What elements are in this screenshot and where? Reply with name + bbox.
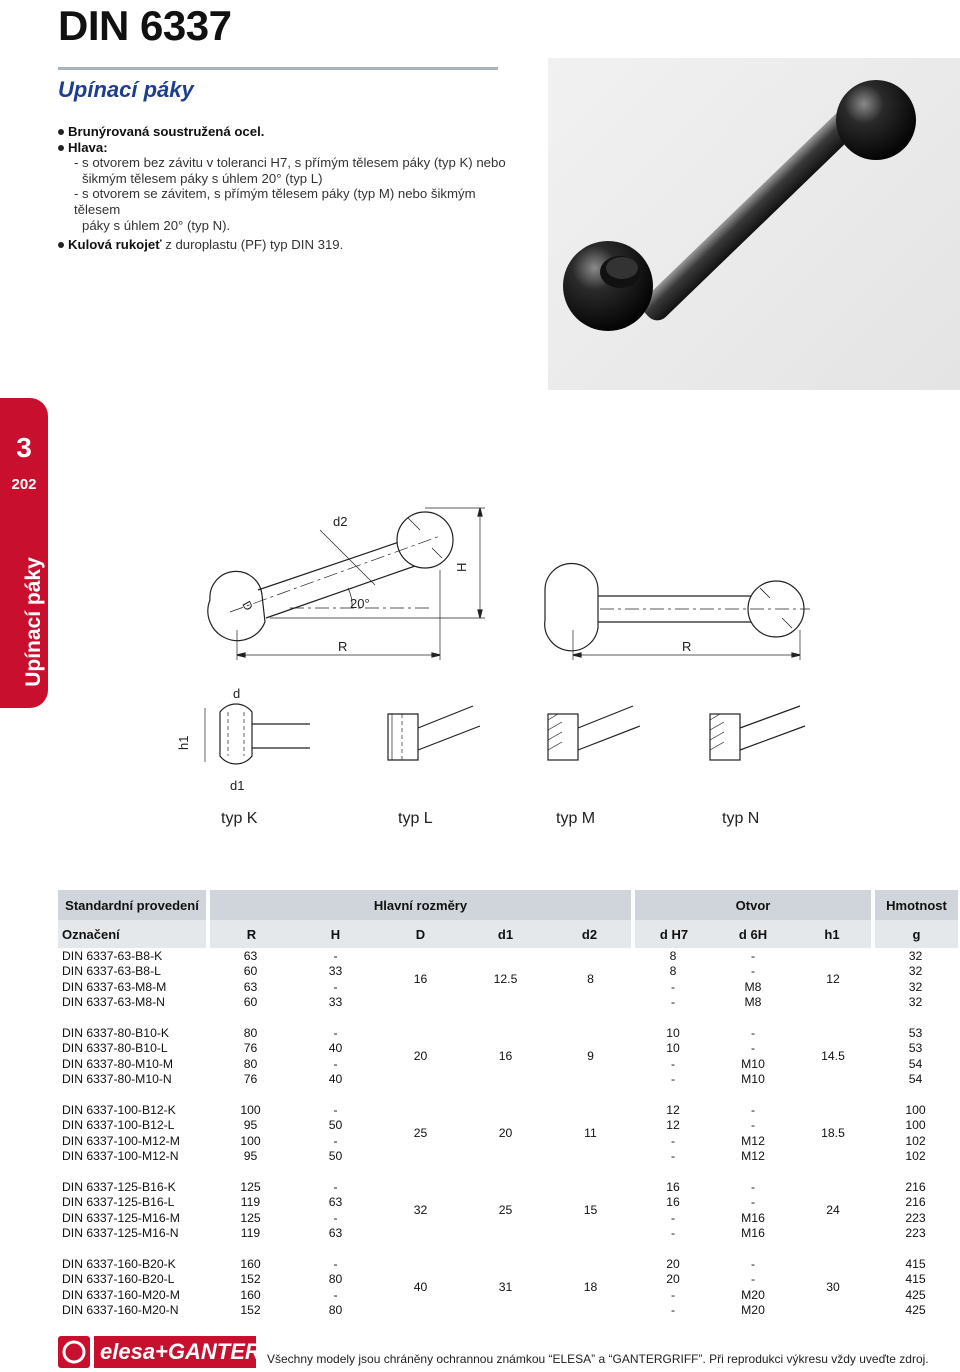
cell-g: 216: [905, 1195, 926, 1210]
cell-d6H: M20: [741, 1287, 765, 1302]
cell-D: 40: [413, 1280, 428, 1294]
label-d1: d1: [230, 778, 245, 793]
cell-h1: 30: [826, 1280, 840, 1294]
cell-g: 53: [908, 1025, 923, 1040]
cell-d1: 20: [498, 1126, 513, 1140]
label-D: D: [239, 598, 256, 614]
cell-d1: 12.5: [493, 972, 518, 986]
cell-g: 32: [908, 948, 923, 963]
cell-R: 60: [243, 995, 258, 1010]
cell-H: -: [333, 1102, 338, 1117]
cell-code: DIN 6337-125-M16-N: [62, 1226, 179, 1241]
footer-notice: Všechny modely jsou chráněny ochrannou známkou “ELESA” a “GANTERGRIFF”. Při reprodukci výkresu vždy uveďte zdroj.: [267, 1352, 929, 1366]
cell-d2: 8: [587, 972, 594, 986]
label-angle: 20°: [350, 596, 370, 611]
type-label-k: typ K: [221, 810, 258, 827]
col-header-D: D: [378, 920, 463, 948]
cell-R: 63: [243, 979, 258, 994]
cell-dH7: -: [670, 1133, 676, 1148]
table-row: [58, 1256, 958, 1272]
desc-line: šikmým tělesem páky s úhlem 20° (typ L): [82, 170, 323, 186]
cell-dH7: -: [670, 1072, 676, 1087]
cell-H: -: [333, 1056, 338, 1071]
cell-dH7: -: [670, 1056, 676, 1071]
cell-dH7: -: [670, 1226, 676, 1241]
cell-d6H: M8: [744, 995, 762, 1010]
cell-R: 76: [243, 1041, 258, 1056]
type-label-n: typ N: [722, 810, 760, 827]
cell-g: 102: [905, 1149, 926, 1164]
cell-code: DIN 6337-80-B10-L: [62, 1041, 168, 1056]
cell-R: 119: [240, 1195, 261, 1210]
cell-D: 20: [413, 1049, 428, 1063]
bullet-icon: [58, 129, 64, 135]
type-label-m: typ M: [556, 810, 596, 827]
cell-d6H: -: [750, 948, 756, 963]
cell-g: 415: [905, 1256, 926, 1271]
cell-d1: 16: [498, 1049, 513, 1063]
cell-R: 160: [240, 1287, 261, 1302]
label-H: H: [454, 562, 469, 572]
cell-R: 100: [240, 1102, 261, 1117]
label-d: d: [233, 686, 241, 701]
dimensions-table: [58, 890, 958, 1318]
cell-H: -: [333, 948, 338, 963]
cell-D: 32: [413, 1203, 428, 1217]
cell-g: 32: [908, 995, 923, 1010]
cell-H: -: [333, 1287, 338, 1302]
cell-d6H: M10: [741, 1056, 765, 1071]
group-header-dimensions: Hlavní rozměry: [208, 890, 633, 920]
cell-d6H: M12: [741, 1149, 765, 1164]
cell-dH7: -: [670, 979, 676, 994]
product-photo: [548, 58, 960, 390]
cell-R: 60: [243, 964, 258, 979]
cell-code: DIN 6337-63-M8-N: [62, 995, 165, 1010]
desc-knob-text: z duroplastu (PF) typ DIN 319.: [161, 237, 344, 253]
cell-g: 100: [905, 1118, 926, 1133]
bullet-icon: [58, 242, 64, 248]
col-header-d6H: d 6H: [713, 920, 793, 948]
cell-g: 100: [905, 1102, 926, 1117]
cell-d6H: -: [750, 1118, 756, 1133]
cell-H: 63: [328, 1195, 343, 1210]
cell-g: 54: [908, 1056, 923, 1071]
cell-code: DIN 6337-100-M12-M: [62, 1133, 180, 1148]
col-header-H: H: [293, 920, 378, 948]
cell-g: 102: [905, 1133, 926, 1148]
page-number: 202: [11, 476, 37, 493]
cell-code: DIN 6337-160-B20-K: [62, 1256, 176, 1271]
subtitle-divider: [58, 67, 498, 70]
cell-d6H: M16: [741, 1210, 765, 1225]
type-label-l: typ L: [398, 810, 433, 827]
cell-R: 95: [243, 1149, 258, 1164]
col-header-code: Označení: [58, 920, 208, 948]
cell-R: 125: [240, 1179, 261, 1194]
col-header-d1: d1: [463, 920, 548, 948]
cell-H: -: [333, 1133, 338, 1148]
cell-R: 80: [243, 1056, 258, 1071]
cell-H: 80: [328, 1272, 343, 1287]
cell-d6H: M8: [744, 979, 762, 994]
label-R2: R: [682, 639, 692, 654]
cell-dH7: 16: [666, 1179, 680, 1194]
cell-H: 50: [328, 1118, 343, 1133]
cell-H: 50: [328, 1149, 343, 1164]
page-title: DIN 6337: [58, 2, 232, 49]
cell-dH7: -: [670, 995, 676, 1010]
cell-g: 415: [905, 1272, 926, 1287]
cell-dH7: 12: [666, 1118, 680, 1133]
cell-H: -: [333, 1256, 338, 1271]
cell-H: 40: [328, 1041, 343, 1056]
cell-code: DIN 6337-160-B20-L: [62, 1272, 175, 1287]
cell-d1: 31: [498, 1280, 513, 1294]
cell-H: 63: [328, 1226, 343, 1241]
cell-dH7: 10: [666, 1041, 680, 1056]
cell-dH7: -: [670, 1303, 676, 1318]
cell-h1: 14.5: [821, 1049, 845, 1063]
cell-dH7: -: [670, 1287, 676, 1302]
cell-H: -: [333, 1025, 338, 1040]
label-R1: R: [338, 639, 348, 654]
desc-head-label: Hlava:: [68, 139, 108, 155]
cell-code: DIN 6337-80-M10-M: [62, 1056, 174, 1071]
cell-g: 54: [908, 1072, 923, 1087]
table-row: [58, 948, 958, 964]
cell-d1: 25: [498, 1203, 513, 1217]
cell-g: 53: [908, 1041, 923, 1056]
label-h1: h1: [176, 735, 191, 750]
cell-code: DIN 6337-160-M20-N: [62, 1303, 179, 1318]
desc-line: - s otvorem se závitem, s přímým tělesem páky (typ M) nebo šikmým tělesem: [74, 186, 476, 217]
cell-g: 216: [905, 1179, 926, 1194]
cell-code: DIN 6337-100-B12-K: [62, 1102, 176, 1117]
cell-d2: 18: [583, 1280, 598, 1294]
cell-dH7: -: [670, 1149, 676, 1164]
cell-dH7: 8: [669, 948, 677, 963]
cell-g: 223: [905, 1226, 926, 1241]
cell-code: DIN 6337-125-B16-K: [62, 1179, 176, 1194]
cell-g: 32: [908, 964, 923, 979]
cell-dH7: -: [670, 1210, 676, 1225]
col-header-d2: d2: [548, 920, 633, 948]
table-row: [58, 1179, 958, 1195]
cell-H: -: [333, 1210, 338, 1225]
cell-R: 160: [240, 1256, 261, 1271]
desc-line: páky s úhlem 20° (typ N).: [82, 217, 231, 233]
col-header-dH7: d H7: [633, 920, 713, 948]
cell-H: -: [333, 979, 338, 994]
cell-dH7: 10: [666, 1025, 680, 1040]
desc-knob-label: Kulová rukojeť: [68, 237, 162, 253]
cell-g: 425: [905, 1303, 926, 1318]
cell-code: DIN 6337-125-B16-L: [62, 1195, 175, 1210]
cell-d2: 11: [584, 1126, 597, 1140]
product-description: [58, 124, 518, 253]
cell-code: DIN 6337-125-M16-M: [62, 1210, 180, 1225]
cell-code: DIN 6337-100-M12-N: [62, 1149, 179, 1164]
desc-material: Brunýrovaná soustružená ocel.: [68, 124, 265, 139]
cell-code: DIN 6337-100-B12-L: [62, 1118, 175, 1133]
cell-H: 40: [328, 1072, 343, 1087]
cell-d2: 15: [583, 1203, 598, 1217]
cell-R: 125: [240, 1210, 261, 1225]
cell-h1: 24: [826, 1203, 840, 1217]
cell-d6H: -: [750, 1102, 756, 1117]
cell-H: 33: [328, 964, 343, 979]
cell-dH7: 12: [666, 1102, 680, 1117]
cell-R: 63: [243, 948, 258, 963]
cell-code: DIN 6337-63-B8-L: [62, 964, 161, 979]
cell-d6H: -: [750, 1195, 756, 1210]
desc-line: - s otvorem bez závitu v toleranci H7, s přímým tělesem páky (typ K) nebo: [74, 155, 506, 171]
cell-g: 223: [905, 1210, 926, 1225]
cell-d6H: M10: [741, 1072, 765, 1087]
cell-H: 80: [328, 1303, 343, 1318]
cell-D: 16: [413, 972, 428, 986]
cell-d2: 9: [587, 1049, 594, 1063]
col-header-R: R: [208, 920, 293, 948]
cell-D: 25: [413, 1126, 428, 1140]
page-subtitle: Upínací páky: [58, 77, 194, 102]
cell-d6H: M16: [741, 1226, 765, 1241]
cell-R: 95: [243, 1118, 258, 1133]
brand-logo: [58, 1336, 261, 1368]
bullet-icon: [58, 145, 64, 151]
col-header-g: g: [873, 920, 958, 948]
cell-R: 76: [243, 1072, 258, 1087]
cell-dH7: 8: [669, 964, 677, 979]
chapter-label: Upínací páky: [22, 557, 45, 687]
group-header-standard: Standardní provedení: [58, 890, 208, 920]
cell-g: 32: [908, 979, 923, 994]
cell-h1: 18.5: [821, 1126, 845, 1140]
cell-dH7: 20: [666, 1272, 680, 1287]
chapter-number: 3: [16, 432, 32, 463]
cell-d6H: M12: [741, 1133, 765, 1148]
cell-H: -: [333, 1179, 338, 1194]
cell-d6H: -: [750, 964, 756, 979]
cell-d6H: M20: [741, 1303, 765, 1318]
cell-dH7: 20: [666, 1256, 680, 1271]
cell-d6H: -: [750, 1179, 756, 1194]
cell-R: 152: [240, 1272, 261, 1287]
cell-code: DIN 6337-160-M20-M: [62, 1287, 180, 1302]
cell-d6H: -: [750, 1272, 756, 1287]
cell-code: DIN 6337-80-M10-N: [62, 1072, 172, 1087]
cell-d6H: -: [750, 1256, 756, 1271]
technical-drawing: [170, 500, 810, 805]
cell-code: DIN 6337-63-B8-K: [62, 948, 163, 963]
cell-code: DIN 6337-80-B10-K: [62, 1025, 170, 1040]
brand-logo-text: elesa+GANTER: [100, 1339, 261, 1364]
cell-code: DIN 6337-63-M8-M: [62, 979, 167, 994]
cell-R: 100: [240, 1133, 261, 1148]
cell-d6H: -: [750, 1041, 756, 1056]
group-header-weight: Hmotnost: [873, 890, 958, 920]
cell-R: 152: [240, 1303, 261, 1318]
cell-R: 80: [243, 1025, 258, 1040]
table-row: [58, 1102, 958, 1118]
cell-d6H: -: [750, 1025, 756, 1040]
cell-h1: 12: [826, 972, 840, 986]
cell-H: 33: [328, 995, 343, 1010]
cell-dH7: 16: [666, 1195, 680, 1210]
cell-g: 425: [905, 1287, 926, 1302]
group-header-bore: Otvor: [633, 890, 873, 920]
table-row: [58, 1025, 958, 1041]
label-d2: d2: [333, 514, 348, 529]
cell-R: 119: [240, 1226, 261, 1241]
col-header-h1: h1: [793, 920, 873, 948]
